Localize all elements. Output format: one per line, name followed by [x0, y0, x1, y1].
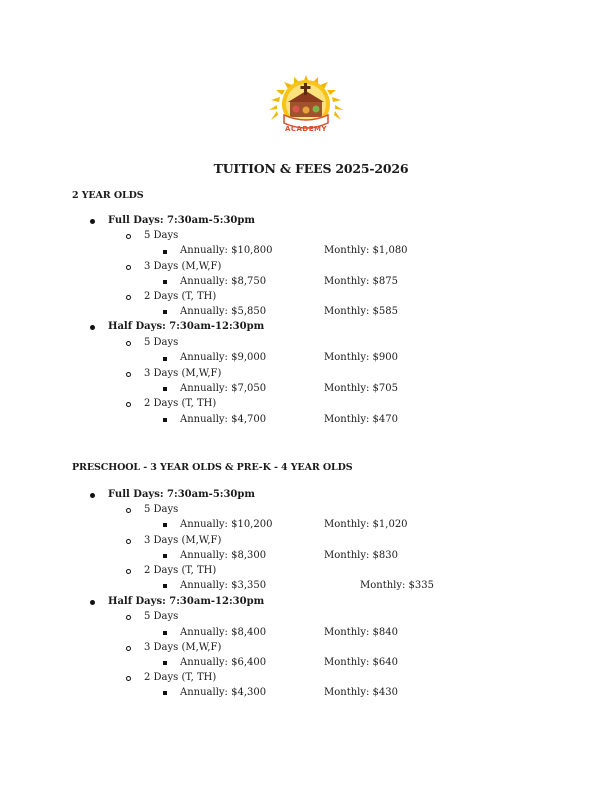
- bullet-square-icon: [163, 310, 167, 314]
- bullet-circle-icon: [126, 341, 131, 346]
- schedule-label: 3 Days (M,W,F): [144, 261, 222, 272]
- annual-fee: Annually: $8,750: [180, 276, 267, 287]
- bullet-dot-icon: [90, 325, 95, 330]
- bullet-square-icon: [163, 584, 167, 588]
- annual-fee: Annually: $10,200: [180, 519, 273, 530]
- bullet-square-icon: [163, 280, 167, 284]
- schedule-label: 5 Days: [144, 611, 179, 622]
- schedule-label: 2 Days (T, TH): [144, 672, 217, 683]
- bullet-square-icon: [163, 691, 167, 695]
- bullet-square-icon: [163, 631, 167, 635]
- bullet-circle-icon: [126, 372, 131, 377]
- schedule-label: 3 Days (M,W,F): [144, 535, 222, 546]
- annual-fee: Annually: $7,050: [180, 383, 267, 394]
- annual-fee: Annually: $5,850: [180, 306, 267, 317]
- monthly-fee: Monthly: $430: [324, 687, 399, 698]
- bullet-circle-icon: [126, 569, 131, 574]
- monthly-fee: Monthly: $585: [324, 306, 399, 317]
- program-label: Half Days: 7:30am-12:30pm: [108, 596, 265, 607]
- bullet-square-icon: [163, 418, 167, 422]
- bullet-circle-icon: [126, 615, 131, 620]
- program-label: Full Days: 7:30am-5:30pm: [108, 215, 255, 226]
- bullet-square-icon: [163, 554, 167, 558]
- bullet-circle-icon: [126, 295, 131, 300]
- monthly-fee: Monthly: $1,080: [324, 245, 408, 256]
- bullet-dot-icon: [90, 493, 95, 498]
- schedule-label: 2 Days (T, TH): [144, 398, 217, 409]
- page-title: TUITION & FEES 2025-2026: [213, 161, 409, 176]
- monthly-fee: Monthly: $470: [324, 414, 399, 425]
- monthly-fee: Monthly: $335: [360, 580, 435, 591]
- monthly-fee: Monthly: $1,020: [324, 519, 408, 530]
- bullet-circle-icon: [126, 234, 131, 239]
- logo-text: ACADEMY: [284, 125, 328, 133]
- bullet-dot-icon: [90, 600, 95, 605]
- annual-fee: Annually: $6,400: [180, 657, 267, 668]
- bullet-circle-icon: [126, 402, 131, 407]
- program-label: Half Days: 7:30am-12:30pm: [108, 321, 265, 332]
- academy-logo: [266, 75, 346, 139]
- schedule-label: 5 Days: [144, 504, 179, 515]
- annual-fee: Annually: $4,300: [180, 687, 267, 698]
- monthly-fee: Monthly: $830: [324, 550, 399, 561]
- section-heading-2-year-olds: 2 YEAR OLDS: [72, 190, 144, 201]
- monthly-fee: Monthly: $840: [324, 627, 399, 638]
- annual-fee: Annually: $10,800: [180, 245, 273, 256]
- annual-fee: Annually: $9,000: [180, 352, 267, 363]
- monthly-fee: Monthly: $705: [324, 383, 399, 394]
- bullet-circle-icon: [126, 539, 131, 544]
- schedule-label: 2 Days (T, TH): [144, 565, 217, 576]
- annual-fee: Annually: $8,400: [180, 627, 267, 638]
- bullet-square-icon: [163, 661, 167, 665]
- schedule-label: 5 Days: [144, 337, 179, 348]
- monthly-fee: Monthly: $900: [324, 352, 399, 363]
- schedule-label: 3 Days (M,W,F): [144, 368, 222, 379]
- program-label: Full Days: 7:30am-5:30pm: [108, 489, 255, 500]
- bullet-square-icon: [163, 387, 167, 391]
- schedule-label: 3 Days (M,W,F): [144, 642, 222, 653]
- monthly-fee: Monthly: $640: [324, 657, 399, 668]
- annual-fee: Annually: $3,350: [180, 580, 267, 591]
- bullet-square-icon: [163, 250, 167, 254]
- schedule-label: 5 Days: [144, 230, 179, 241]
- bullet-circle-icon: [126, 646, 131, 651]
- bullet-square-icon: [163, 357, 167, 361]
- annual-fee: Annually: $8,300: [180, 550, 267, 561]
- bullet-circle-icon: [126, 508, 131, 513]
- monthly-fee: Monthly: $875: [324, 276, 399, 287]
- annual-fee: Annually: $4,700: [180, 414, 267, 425]
- bullet-dot-icon: [90, 219, 95, 224]
- bullet-square-icon: [163, 523, 167, 527]
- section-heading-preschool: PRESCHOOL - 3 YEAR OLDS & PRE-K - 4 YEAR OLDS: [72, 462, 353, 473]
- bullet-circle-icon: [126, 676, 131, 681]
- bullet-circle-icon: [126, 265, 131, 270]
- schedule-label: 2 Days (T, TH): [144, 291, 217, 302]
